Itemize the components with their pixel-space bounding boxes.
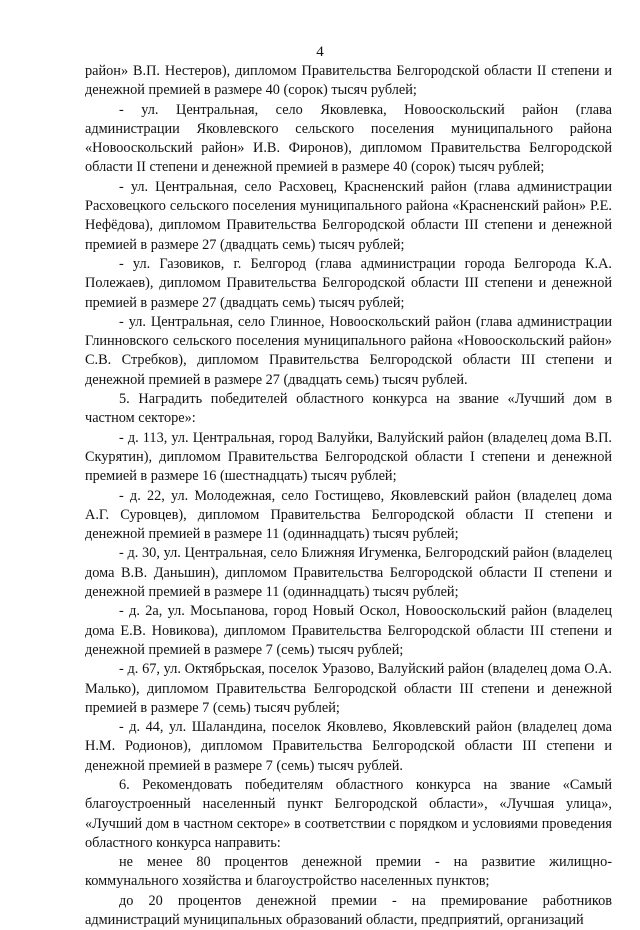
paragraph: - ул. Центральная, село Глинное, Новооскольский район (глава администрации Глинновского сельского поселения муниципального района «Новооскольский район» С.В. Стребков), дипломом Правительства Белгородской области III степени и денежной премией в размере 27 (двадцать семь) тысяч рублей. (85, 313, 612, 388)
document-body (85, 62, 612, 930)
paragraph: район» В.П. Нестеров), дипломом Правительства Белгородской области II степени и денежной премией в размере 40 (сорок) тысяч рублей; (85, 63, 612, 99)
paragraph: - ул. Газовиков, г. Белгород (глава администрации города Белгорода К.А. Полежаев), дипломом Правительства Белгородской области III степени и денежной премией в размере 27 (двадцать семь) тысяч рублей; (85, 255, 612, 311)
paragraph: не менее 80 процентов денежной премии - на развитие жилищно-коммунального хозяйства и благоустройство населенных пунктов; (85, 854, 612, 890)
paragraph: 6. Рекомендовать победителям областного конкурса на звание «Самый благоустроенный населенный пункт Белгородской области», «Лучшая улица», «Лучший дом в частном секторе» в соответствии с порядком и условиями проведения областного конкурса направить: (85, 776, 612, 851)
page-number: 4 (316, 44, 324, 60)
paragraph: - д. 30, ул. Центральная, село Ближняя Игуменка, Белгородский район (владелец дома В.В. Даньшин), дипломом Правительства Белгородской области II степени и денежной премией в размере 11 (одиннадцать) тысяч рублей; (85, 545, 612, 601)
paragraph: 5. Наградить победителей областного конкурса на звание «Лучший дом в частном секторе»: (85, 391, 612, 427)
paragraph: - ул. Центральная, село Яковлевка, Новооскольский район (глава администрации Яковлевского сельского поселения муниципального района «Новооскольский район» И.В. Фиронов), дипломом Правительства Белгородской области II степени и денежной премией в размере 40 (сорок) тысяч рублей; (85, 101, 612, 176)
paragraph: - д. 67, ул. Октябрьская, поселок Уразово, Валуйский район (владелец дома О.А. Малько), дипломом Правительства Белгородской области III степени и денежной премией в размере 7 (семь) тысяч рублей; (85, 661, 612, 716)
paragraph: до 20 процентов денежной премии - на премирование работников администраций муниципальных образований области, предприятий, организаций (85, 892, 612, 929)
paragraph: - ул. Центральная, село Расховец, Красненский район (глава администрации Расховецкого сельского поселения муниципального района «Красненский район» Р.Е. Нефёдова), дипломом Правительства Белгородской области III степени и денежной премией в размере 27 (двадцать семь) тысяч рублей; (85, 178, 612, 253)
paragraph: - д. 113, ул. Центральная, город Валуйки, Валуйский район (владелец дома В.П. Скурятин), дипломом Правительства Белгородской области I степени и денежной премией в размере 16 (шестнадцать) тысяч рублей; (85, 429, 612, 485)
paragraph: - д. 44, ул. Шаландина, поселок Яковлево, Яковлевский район (владелец дома Н.М. Родионов), дипломом Правительства Белгородской области III степени и денежной премией в размере 7 (семь) тысяч рублей. (85, 719, 612, 774)
paragraph: - д. 22, ул. Молодежная, село Гостищево, Яковлевский район (владелец дома А.Г. Суровцев), дипломом Правительства Белгородской области II степени и денежной премией в размере 11 (одиннадцать) тысяч рублей; (85, 487, 612, 543)
paragraph: - д. 2а, ул. Мосьпанова, город Новый Оскол, Новооскольский район (владелец дома Е.В. Новикова), дипломом Правительства Белгородской области III степени и денежной премией в размере 7 (семь) тысяч рублей; (85, 603, 612, 658)
